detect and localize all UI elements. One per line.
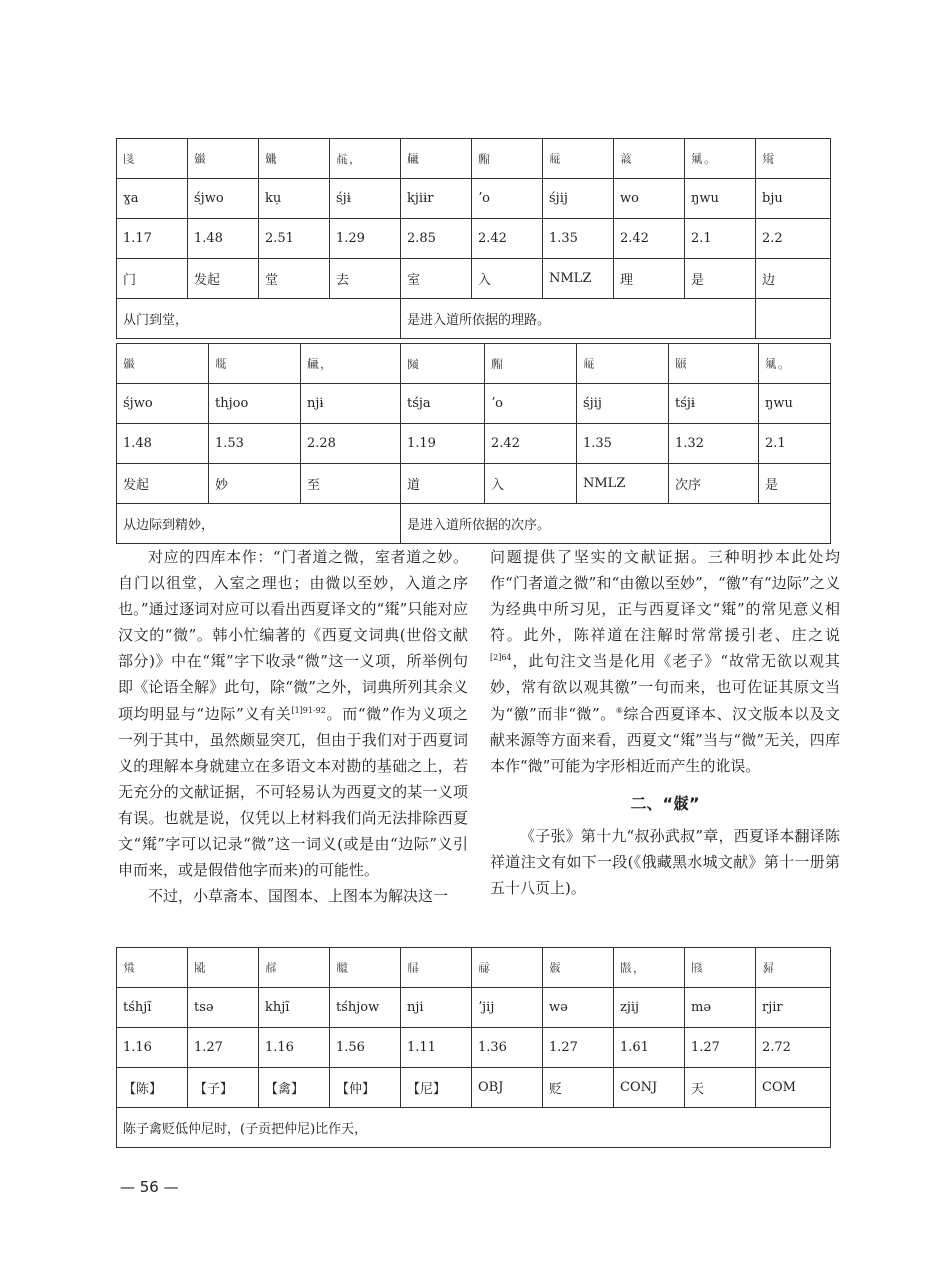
gloss-cell: mə — [685, 988, 756, 1028]
gloss-cell: 𗏹 — [117, 344, 209, 384]
gloss-cell: 边 — [756, 259, 831, 299]
gloss-cell: ʼo — [485, 384, 577, 424]
gloss-cell: 至 — [301, 464, 401, 504]
gloss-cell: 堂 — [259, 259, 330, 299]
gloss-cell: 【禽】 — [259, 1068, 330, 1108]
gloss-cell: 发起 — [117, 464, 209, 504]
gloss-cell: 𗂧 — [401, 344, 485, 384]
gloss-cell: 2.2 — [756, 219, 831, 259]
gloss-cell: 𗁅 — [117, 139, 188, 179]
translation-left: 从边际到精妙， — [117, 504, 401, 544]
gloss-cell: 1.16 — [259, 1028, 330, 1068]
gloss-cell: 道 — [401, 464, 485, 504]
gloss-cell: tśja — [401, 384, 485, 424]
gloss-cell: 1.11 — [401, 1028, 472, 1068]
gloss-cell: 𗁦 — [685, 948, 756, 988]
gloss-cell: 𗉘 — [756, 948, 831, 988]
gloss-cell: 2.51 — [259, 219, 330, 259]
gloss-cell: 妙 — [209, 464, 301, 504]
gloss-cell: 𗍳 — [401, 139, 472, 179]
gloss-cell: 2.72 — [756, 1028, 831, 1068]
gloss-row — [117, 344, 831, 384]
gloss-cell: tsə — [188, 988, 259, 1028]
gloss-cell: kụ — [259, 179, 330, 219]
gloss-cell: tśhjĩ — [117, 988, 188, 1028]
gloss-cell: 入 — [485, 464, 577, 504]
gloss-cell: 𗋕 — [756, 139, 831, 179]
translation-row — [117, 504, 831, 544]
gloss-cell: 【仲】 — [330, 1068, 401, 1108]
gloss-cell: njɨ — [301, 384, 401, 424]
gloss-row — [117, 179, 831, 219]
gloss-cell: 𗎫 — [188, 948, 259, 988]
gloss-cell: 𗍫， — [330, 139, 401, 179]
gloss-cell: 𗏫 — [543, 948, 614, 988]
gloss-cell: 𗅁 — [401, 948, 472, 988]
gloss-cell: bju — [756, 179, 831, 219]
gloss-cell: 𗍳， — [301, 344, 401, 384]
gloss-cell: nji — [401, 988, 472, 1028]
gloss-cell: 𗍮 — [259, 948, 330, 988]
gloss-table-3 — [116, 947, 831, 1148]
gloss-cell: 𗏇。 — [685, 139, 756, 179]
gloss-cell: 2.42 — [472, 219, 543, 259]
gloss-cell: wə — [543, 988, 614, 1028]
gloss-cell: 2.85 — [401, 219, 472, 259]
gloss-row — [117, 139, 831, 179]
gloss-cell: 𗂙， — [614, 948, 685, 988]
gloss-cell: wo — [614, 179, 685, 219]
gloss-cell: śjɨ — [330, 179, 401, 219]
gloss-cell: 1.27 — [188, 1028, 259, 1068]
gloss-cell: thjoo — [209, 384, 301, 424]
gloss-cell: 【尼】 — [401, 1068, 472, 1108]
gloss-row — [117, 1068, 831, 1108]
gloss-cell: 天 — [685, 1068, 756, 1108]
gloss-cell: 是 — [685, 259, 756, 299]
gloss-cell: tśhjow — [330, 988, 401, 1028]
gloss-cell: NMLZ — [543, 259, 614, 299]
gloss-cell: 𗅉 — [209, 344, 301, 384]
translation-right: 是进入道所依据的次序。 — [401, 504, 831, 544]
gloss-cell: ɣa — [117, 179, 188, 219]
gloss-cell: 1.29 — [330, 219, 401, 259]
citation-ref: [2]64 — [490, 653, 512, 663]
gloss-cell: 【子】 — [188, 1068, 259, 1108]
gloss-row — [117, 259, 831, 299]
gloss-cell: 1.48 — [117, 424, 209, 464]
gloss-cell: 1.36 — [472, 1028, 543, 1068]
gloss-cell: ʼjij — [472, 988, 543, 1028]
gloss-cell: 1.27 — [685, 1028, 756, 1068]
gloss-row — [117, 1028, 831, 1068]
gloss-cell: 1.53 — [209, 424, 301, 464]
footnote-marker: ⑥ — [615, 705, 624, 715]
section-heading: 二、“𗏫” — [630, 793, 700, 813]
gloss-cell: kjiɨr — [401, 179, 472, 219]
gloss-cell: śjwo — [117, 384, 209, 424]
gloss-row — [117, 988, 831, 1028]
translation: 陈子禽贬低仲尼时，(子贡把仲尼)比作天， — [117, 1108, 831, 1148]
gloss-row — [117, 424, 831, 464]
gloss-cell: ŋwu — [685, 179, 756, 219]
gloss-cell: 入 — [472, 259, 543, 299]
gloss-cell: 𗋽 — [117, 948, 188, 988]
gloss-cell: śjij — [577, 384, 669, 424]
gloss-cell: ŋwu — [759, 384, 831, 424]
right-paragraph-2: 《子张》第十九“叔孙武叔”章，西夏译本翻译陈祥道注文有如下一段(《俄藏黑水城文献》第十一册第五十八页上)。 — [490, 826, 840, 898]
gloss-cell: 去 — [330, 259, 401, 299]
gloss-cell: COM — [756, 1068, 831, 1108]
translation-row — [117, 299, 831, 339]
citation-ref: [1]91-92 — [291, 705, 326, 715]
gloss-cell: CONJ — [614, 1068, 685, 1108]
gloss-cell: 𗓁 — [614, 139, 685, 179]
translation-right: 是进入道所依据的理路。 — [401, 299, 756, 339]
gloss-row — [117, 464, 831, 504]
gloss-cell: ʼo — [472, 179, 543, 219]
gloss-cell: OBJ — [472, 1068, 543, 1108]
gloss-cell: 𗏁 — [543, 139, 614, 179]
gloss-cell: tśjɨ — [669, 384, 759, 424]
gloss-cell: NMLZ — [577, 464, 669, 504]
gloss-cell: 𗏹 — [188, 139, 259, 179]
gloss-table-1 — [116, 138, 831, 339]
page-number: — 56 — — [120, 1178, 179, 1196]
gloss-cell: 𗁨 — [669, 344, 759, 384]
right-text-column — [490, 544, 840, 901]
gloss-cell: 室 — [401, 259, 472, 299]
gloss-cell: śjij — [543, 179, 614, 219]
gloss-cell: 发起 — [188, 259, 259, 299]
gloss-cell: 𗏶 — [259, 139, 330, 179]
gloss-table-2 — [116, 343, 831, 544]
gloss-cell: 𗏇。 — [759, 344, 831, 384]
gloss-cell: 贬 — [543, 1068, 614, 1108]
gloss-cell: 2.28 — [301, 424, 401, 464]
translation-left: 从门到堂， — [117, 299, 401, 339]
left-paragraph-1: 对应的四库本作：“门者道之微，室者道之妙。自门以徂堂，入室之理也；由微以至妙，入道之序也。”通过逐词对应可以看出西夏译文的“𗋕”只能对应汉文的“微”。韩小忙编著的《西夏文词典(世俗文献部分)》中在“𗋕”字下收录“微”这一义项，所举例句即《论语全解》此句，除“微”之外，词典所列其余义项均明显与“边际”义有关$^{[1]91-92}$。而“微”作为义项之一列于其中，虽然颇显突兀，但由于我们对于西夏词义的理解本身就建立在多语文本对勘的基础之上，若无充分的文献证据，不可轻易认为西夏文的某一义项有误。也就是说，仅凭以上材料我们尚无法排除西夏文“𗋕”字可以记录“微”这一词义(或是由“边际”义引申而来，或是假借他字而来)的可能性。 — [118, 548, 468, 880]
gloss-cell: 是 — [759, 464, 831, 504]
gloss-cell: 1.16 — [117, 1028, 188, 1068]
gloss-cell: 2.1 — [685, 219, 756, 259]
gloss-cell: 1.61 — [614, 1028, 685, 1068]
gloss-cell: khjĩ — [259, 988, 330, 1028]
gloss-cell: 次序 — [669, 464, 759, 504]
empty-cell — [756, 299, 831, 339]
gloss-cell: 1.35 — [577, 424, 669, 464]
gloss-cell: 理 — [614, 259, 685, 299]
gloss-cell: 1.17 — [117, 219, 188, 259]
gloss-cell: 2.42 — [614, 219, 685, 259]
right-paragraph-1: 问题提供了坚实的文献证据。三种明抄本此处均作“门者道之微”和“由徼以至妙”，“徼”有“边际”之义为经典中所习见，正与西夏译文“𗋕”的常见意义相符。此外，陈祥道在注解时常常援引老、庄之说$^{[2]64}$，此句注文当是化用《老子》“故常无欲以观其妙，常有欲以观其徼”一句而来，也可佐证其原文当为“徼”而非“微”。⑥综合西夏译本、汉文版本以及文献来源等方面来看，西夏文“𗋕”当与“微”无关，四库本作“微”可能为字形相近而产生的讹误。 — [490, 548, 840, 775]
gloss-cell: 2.1 — [759, 424, 831, 464]
gloss-cell: 1.32 — [669, 424, 759, 464]
gloss-row — [117, 948, 831, 988]
gloss-cell: 【陈】 — [117, 1068, 188, 1108]
gloss-cell: 𗄊 — [472, 948, 543, 988]
left-text-column — [118, 544, 468, 909]
gloss-row — [117, 384, 831, 424]
gloss-cell: 1.56 — [330, 1028, 401, 1068]
gloss-cell: 1.19 — [401, 424, 485, 464]
translation-row — [117, 1108, 831, 1148]
left-paragraph-2: 不过，小草斋本、国图本、上图本为解决这一 — [148, 887, 449, 906]
gloss-cell: rjir — [756, 988, 831, 1028]
gloss-cell: zjij — [614, 988, 685, 1028]
gloss-cell: 门 — [117, 259, 188, 299]
gloss-cell: 1.35 — [543, 219, 614, 259]
gloss-cell: 2.42 — [485, 424, 577, 464]
gloss-cell: 𗆮 — [330, 948, 401, 988]
gloss-row — [117, 219, 831, 259]
gloss-cell: 1.27 — [543, 1028, 614, 1068]
gloss-cell: 𗆫 — [472, 139, 543, 179]
gloss-cell: 1.48 — [188, 219, 259, 259]
gloss-cell: 𗆫 — [485, 344, 577, 384]
gloss-cell: 𗏁 — [577, 344, 669, 384]
gloss-cell: śjwo — [188, 179, 259, 219]
